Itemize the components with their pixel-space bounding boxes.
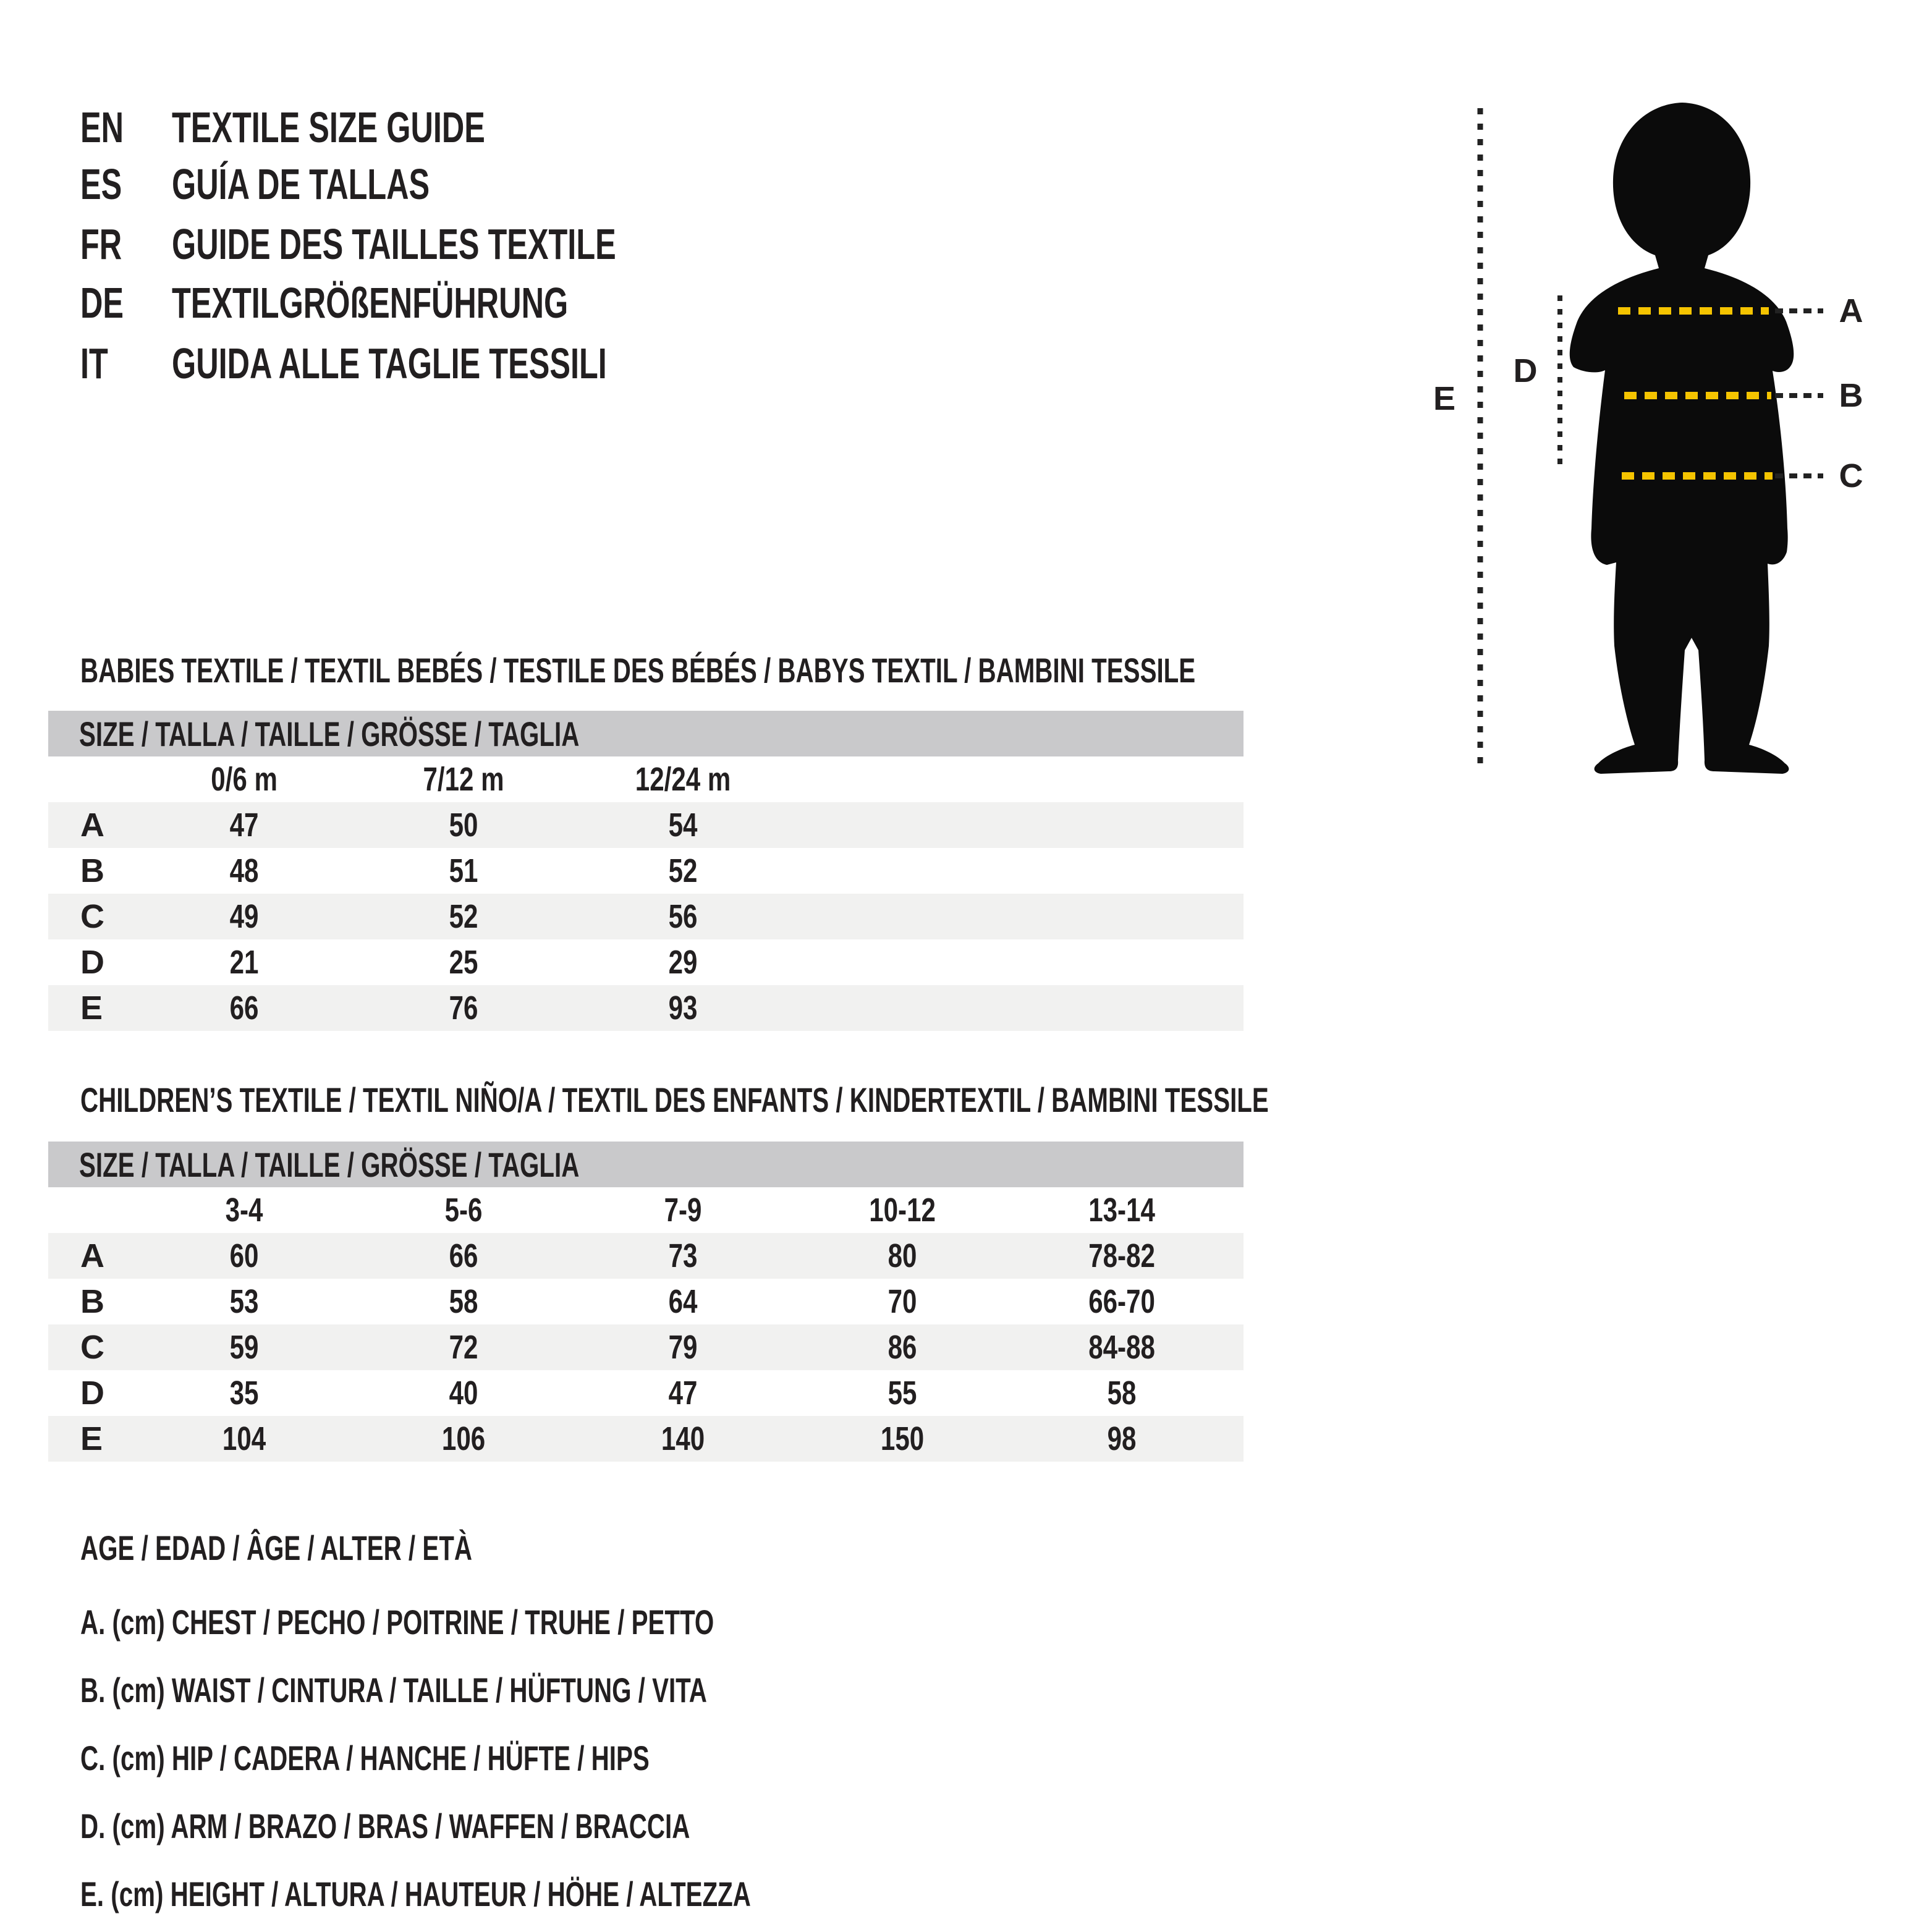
legend-arm: D. (cm) ARM / BRAZO / BRAS / WAFFEN / BRACCIA xyxy=(80,1807,690,1845)
children-table-header-bar: SIZE / TALLA / TAILLE / GRÖSSE / TAGLIA xyxy=(48,1142,1244,1187)
legend-age: AGE / EDAD / ÂGE / ALTER / ETÀ xyxy=(80,1528,472,1567)
figure-label-e: E xyxy=(1433,380,1456,417)
table-row: B 48 51 52 xyxy=(80,852,698,889)
title-es: GUÍA DE TALLAS xyxy=(172,160,430,208)
table-row: E 104 106 140 150 98 xyxy=(48,1416,1244,1462)
title-de: TEXTILGRÖßENFÜHRUNG xyxy=(172,279,569,327)
legend-chest: A. (cm) CHEST / PECHO / POITRINE / TRUHE / PETTO xyxy=(80,1603,714,1642)
title-fr: GUIDE DES TAILLES TEXTILE xyxy=(172,220,616,268)
babies-col-0-6m: 0/6 m xyxy=(211,761,278,798)
table-row: A 60 66 73 80 78-82 xyxy=(48,1233,1244,1279)
children-section-title: CHILDREN’S TEXTILE / TEXTIL NIÑO/A / TEXTIL DES ENFANTS / KINDERTEXTIL / BAMBINI TESSILE xyxy=(80,1080,1269,1119)
children-col-7-9: 7-9 xyxy=(664,1192,702,1229)
title-it: GUIDA ALLE TAGLIE TESSILI xyxy=(172,339,607,388)
lang-code-it: IT xyxy=(80,339,108,388)
babies-col-7-12m: 7/12 m xyxy=(423,761,505,798)
table-row: B 53 58 64 70 66-70 xyxy=(80,1283,1156,1320)
legend-hip: C. (cm) HIP / CADERA / HANCHE / HÜFTE / HIPS xyxy=(80,1739,650,1777)
babies-table-header-bar: SIZE / TALLA / TAILLE / GRÖSSE / TAGLIA xyxy=(48,711,1244,756)
children-col-3-4: 3-4 xyxy=(226,1192,263,1229)
children-col-5-6: 5-6 xyxy=(445,1192,483,1229)
babies-column-header-row xyxy=(48,756,1244,802)
children-col-10-12: 10-12 xyxy=(869,1192,936,1229)
lang-code-es: ES xyxy=(80,160,122,208)
table-row: A 47 50 54 xyxy=(48,802,1244,848)
table-row: D 21 25 29 xyxy=(80,944,698,981)
table-row: E 66 76 93 xyxy=(48,985,1244,1031)
legend-waist: B. (cm) WAIST / CINTURA / TAILLE / HÜFTUNG / VITA xyxy=(80,1671,707,1710)
lang-code-de: DE xyxy=(80,279,124,327)
babies-col-12-24m: 12/24 m xyxy=(635,761,731,798)
figure-label-d: D xyxy=(1513,352,1538,389)
table-row: C 59 72 79 86 84-88 xyxy=(48,1324,1244,1370)
table-row: D 35 40 47 55 58 xyxy=(80,1375,1137,1412)
babies-section-title: BABIES TEXTILE / TEXTIL BEBÉS / TESTILE DES BÉBÉS / BABYS TEXTIL / BAMBINI TESSILE xyxy=(80,651,1196,690)
figure-label-a: A xyxy=(1839,292,1863,329)
figure-label-c: C xyxy=(1839,457,1863,494)
lang-code-fr: FR xyxy=(80,220,122,268)
lang-code-en: EN xyxy=(80,103,124,151)
title-en: TEXTILE SIZE GUIDE xyxy=(172,103,485,151)
children-column-header-row xyxy=(48,1187,1244,1233)
children-col-13-14: 13-14 xyxy=(1088,1192,1156,1229)
figure-label-b: B xyxy=(1839,377,1863,414)
table-row: C 49 52 56 xyxy=(48,894,1244,939)
legend-height: E. (cm) HEIGHT / ALTURA / HAUTEUR / HÖHE / ALTEZZA xyxy=(80,1875,751,1913)
